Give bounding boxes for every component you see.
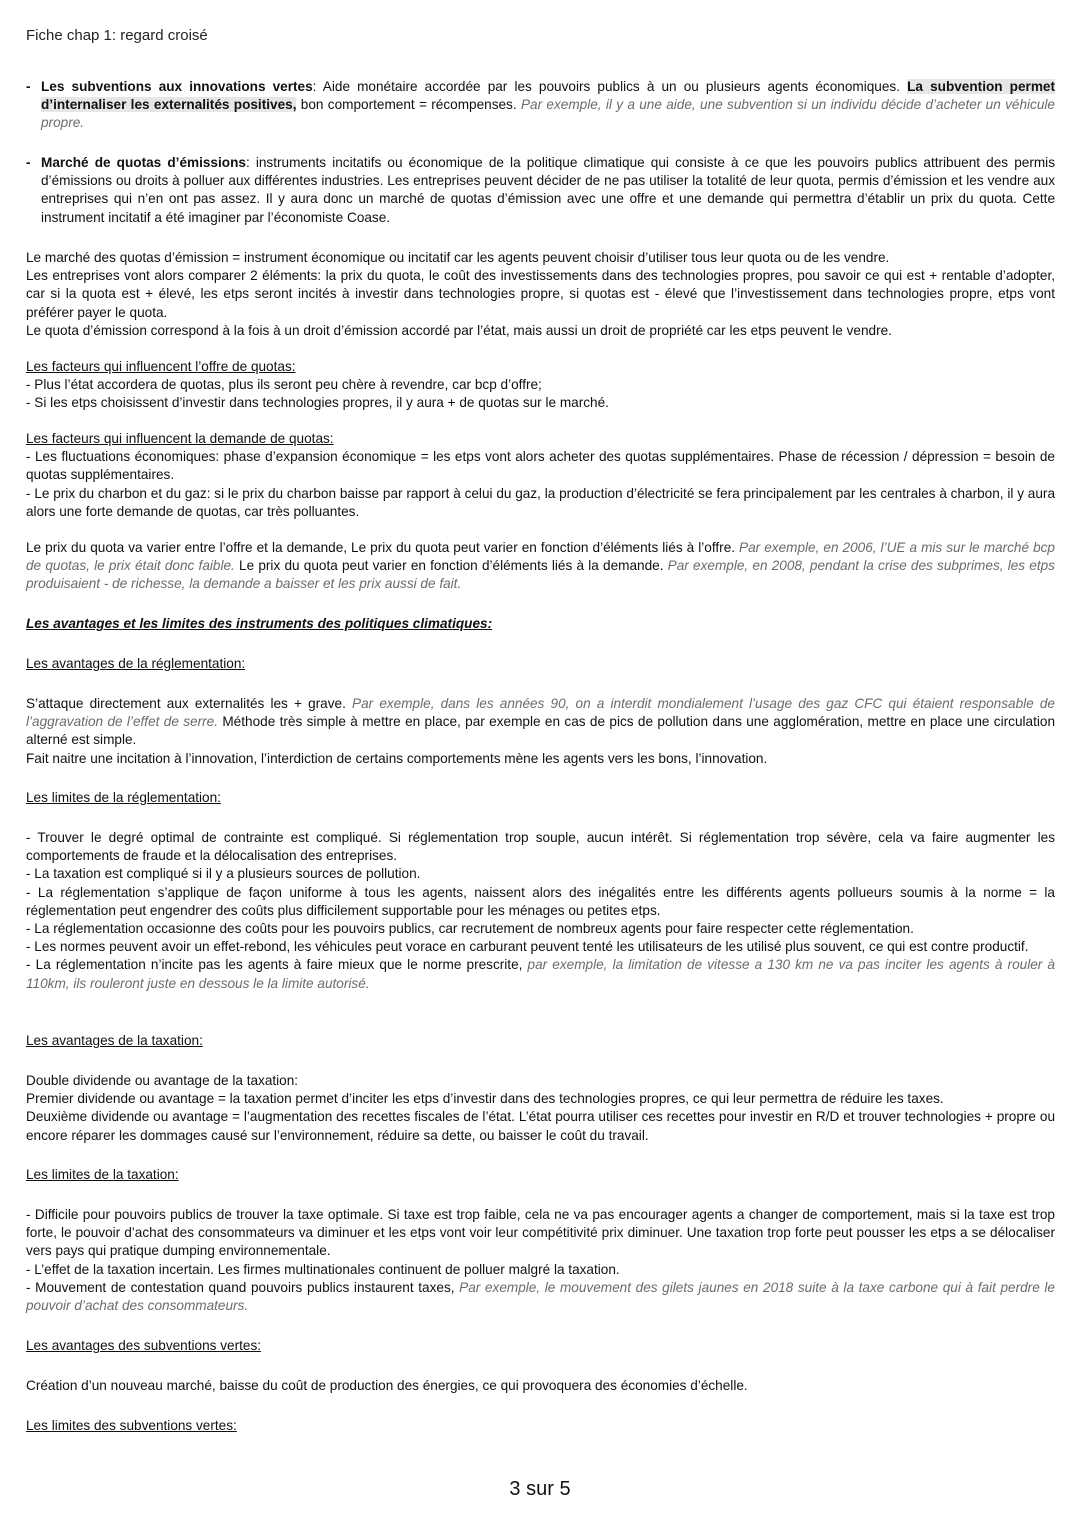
av-regl-text-3: Fait naitre une incitation à l’innovation, l’interdiction de certains comportements mène les agents vers les bons, l’innovation. bbox=[26, 750, 768, 766]
lim-regl-item: - Les normes peuvent avoir un effet-rebond, les véhicules peut vorace en carburant peuvent tenté les utilisateurs de les utilisé plus souvent, ce qui est contre productif. bbox=[26, 939, 1029, 955]
av-regl-text-1: S’attaque directement aux externalités les + grave. bbox=[26, 696, 353, 711]
lim-tax-last-example: Par exemple, le mouvement des gilets jaunes en 2018 suite à la taxe carbone qui à fait perdre le pouvoir d’achat des consommateurs. bbox=[26, 1279, 1055, 1314]
quotas-line-1: Le marché des quotas d’émission = instrument économique ou incitatif car les agents peuvent choisir d’utiliser tous leur quota ou de les vendre. bbox=[26, 250, 890, 265]
page-number: 3 sur 5 bbox=[509, 1478, 571, 1500]
heading-limites-reglementation: Les limites de la réglementation: bbox=[26, 790, 221, 805]
demande-section bbox=[26, 430, 1055, 521]
paragraph-avantages-subventions: Création d’un nouveau marché, baisse du coût de production des énergies, ce qui provoquera des économies d’échelle. bbox=[26, 1378, 748, 1393]
lim-regl-item: - Trouver le degré optimal de contrainte est compliqué. Si réglementation trop souple, aucun intérêt. Si réglementation trop sévère, cela va faire augmenter les comportements de fraude et la délocalisation des entreprises. bbox=[26, 830, 1055, 864]
quotas-line-3: Le quota d’émission correspond à la fois à un droit d’émission accordé par l’état, mais aussi un droit de propriété car les etps peuvent le vendre. bbox=[26, 322, 892, 338]
lim-regl-last-text: - La réglementation n’incite pas les agents à faire mieux que le norme prescrite, bbox=[26, 957, 528, 973]
bullet-marche-quotas bbox=[26, 154, 1056, 227]
example-subventions: Par exemple, il y a une aide, une subvention si un individu décide d’acheter un véhicule propre. bbox=[41, 97, 1055, 131]
offre-item: - Si les etps choisissent d’investir dans technologies propres, il y aura + de quotas sur le marché. bbox=[26, 395, 609, 411]
demande-item: - Le prix du charbon et du gaz: si le prix du charbon baisse par rapport à celui du gaz, la production d’électricité se fera principalement par les centrales à charbon, il y aura alors une forte demande de quotas, car très polluantes. bbox=[26, 485, 1055, 519]
lim-tax-last-text: - Mouvement de contestation quand pouvoirs publics instaurent taxes, bbox=[26, 1279, 460, 1295]
rest-subventions: bon comportement = récompenses. bbox=[296, 97, 521, 113]
demande-heading: Les facteurs qui influencent la demande de quotas: bbox=[26, 431, 334, 446]
lim-regl-item: - La réglementation s’applique de façon uniforme à tous les agents, naissent alors des inégalités entre les différents agents pollueurs soumis à la norme = la réglementation peut engendrer des coûts plus difficilement supportable pour les ménages ou petites etps. bbox=[26, 884, 1055, 918]
list-limites-taxation bbox=[26, 1206, 1055, 1315]
text-marche: : instruments incitatifs ou économique de la politique climatique qui consiste à ce que les pouvoirs publics attribuent des permis d’émissions ou droits à polluer aux différentes industries. Les entreprises peuvent décider de ne pas utiliser la totalité de leur quota, permis d’émission et les vendre aux entreprises qui n’en ont pas assez. Il y aura donc un marché de quotas d’émission avec une offre et une demande qui permettra d’établir un prix du quota. Cette instrument incitatif a été imaginer par l’économiste Coase. bbox=[41, 155, 1056, 225]
offre-item: - Plus l’état accordera de quotas, plus ils seront peu chère à revendre, car bcp d’offre; bbox=[26, 377, 542, 393]
prix-example-1: Par exemple, en 2006, l’UE a mis sur le marché bcp de quotas, le prix était donc faible. bbox=[26, 540, 1055, 574]
paragraph-avantages-taxation bbox=[26, 1072, 1055, 1145]
av-tax-line-3: Deuxième dividende ou avantage = l’augmentation des recettes fiscales de l’état. L’état pourra utiliser ces recettes pour investir en R/D et trouver technologies + propre ou encore réparer les dommages causé sur l’environnement, réduire sa dette, ou baisser le coût du travail. bbox=[26, 1109, 1055, 1143]
paragraph-prix bbox=[26, 539, 1055, 594]
av-tax-line-1: Double dividende ou avantage de la taxation: bbox=[26, 1073, 299, 1088]
lim-tax-item: - Difficile pour pouvoirs publics de trouver la taxe optimale. Si taxe est trop faible, cela ne va pas encourager agents a changer de comportement, mais si la taxe est trop forte, le pouvoir d’achat des consommateurs va diminuer et les etps vont voir leur compétitivité prix diminuer. Une taxation trop forte peut pousser les etps a se délocaliser vers pays qui pratique dumping environnementale. bbox=[26, 1207, 1055, 1259]
lim-regl-item-last bbox=[26, 956, 1055, 992]
demande-item: - Les fluctuations économiques: phase d’expansion économique = les etps vont alors acheter des quotas supplémentaires. Phase de récession / dépression = besoin de quotas supplémentaires. bbox=[26, 449, 1055, 483]
section-title: Les avantages et les limites des instruments des politiques climatiques: bbox=[26, 616, 493, 631]
paragraph-avantages-reglementation bbox=[26, 695, 1055, 768]
bullet-dash: - bbox=[26, 79, 31, 94]
heading-avantages-reglementation: Les avantages de la réglementation: bbox=[26, 656, 246, 671]
term-subventions: Les subventions aux innovations vertes bbox=[41, 79, 313, 94]
heading-avantages-subventions: Les avantages des subventions vertes: bbox=[26, 1338, 262, 1353]
av-regl-example: Par exemple, dans les années 90, on a interdit mondialement l’usage des gaz CFC qui étaient responsable de l’aggravation de l’effet de serre. bbox=[26, 696, 1055, 730]
av-regl-text-2: Méthode très simple à mettre en place, par exemple en cas de pics de pollution dans une agglomération, mettre en place une circulation alterné est simple. bbox=[26, 714, 1055, 748]
offre-section bbox=[26, 358, 1055, 413]
lim-tax-item: - L’effet de la taxation incertain. Les firmes multinationales continuent de polluer malgré la taxation. bbox=[26, 1261, 620, 1277]
def-subventions: : Aide monétaire accordée par les pouvoirs publics à un ou plusieurs agents économiques. bbox=[312, 79, 908, 94]
lim-regl-last-example: par exemple, la limitation de vitesse a 130 km ne va pas inciter les agents à rouler à 110km, ils rouleront juste en dessous le la limite autorisé. bbox=[26, 957, 1055, 991]
highlight-subventions: La subvention permet d’internaliser les externalités positives, bbox=[41, 79, 1056, 113]
lim-regl-item: - La taxation est compliqué si il y a plusieurs sources de pollution. bbox=[26, 866, 421, 882]
bullet-subventions bbox=[26, 78, 1056, 133]
page-title: Fiche chap 1: regard croisé bbox=[26, 27, 208, 44]
paragraph-quotas bbox=[26, 249, 1055, 340]
list-limites-reglementation bbox=[26, 829, 1055, 993]
bullet-dash: - bbox=[26, 155, 31, 170]
prix-example-2: Par exemple, en 2008, pendant la crise des subprimes, les etps produisaient - de richesse, la demande a baisser et les prix aussi de fait. bbox=[26, 558, 1055, 592]
av-tax-line-2: Premier dividende ou avantage = la taxation permet d’inciter les etps d’investir dans des technologies propres, ce qui leur permettra de réduire les taxes. bbox=[26, 1091, 944, 1107]
quotas-line-2: Les entreprises vont alors comparer 2 éléments: la prix du quota, le coût des investissements dans des technologies propres, pou savoir ce qui est + rentable d’adopter, car si la quota est + élevé, les etps seront incités à investir dans technologies propre, si quotas est - élevé que l’investissement dans technologies propre, etps vont préférer payer le quota. bbox=[26, 268, 1055, 320]
heading-limites-taxation: Les limites de la taxation: bbox=[26, 1167, 179, 1182]
prix-text-1: Le prix du quota va varier entre l’offre et la demande, Le prix du quota peut varier en fonction d’éléments liés à l’offre. bbox=[26, 540, 740, 555]
prix-text-2: Le prix du quota peut varier en fonction d’éléments liés à la demande. bbox=[234, 558, 668, 574]
heading-limites-subventions: Les limites des subventions vertes: bbox=[26, 1418, 237, 1433]
lim-tax-item-last bbox=[26, 1279, 1055, 1315]
lim-regl-item: - La réglementation occasionne des coûts pour les pouvoirs publics, car recrutement de nombreux agents pour faire respecter cette réglementation. bbox=[26, 921, 914, 937]
offre-heading: Les facteurs qui influencent l’offre de quotas: bbox=[26, 359, 296, 374]
term-marche: Marché de quotas d’émissions bbox=[41, 155, 246, 170]
heading-avantages-taxation: Les avantages de la taxation: bbox=[26, 1033, 203, 1048]
